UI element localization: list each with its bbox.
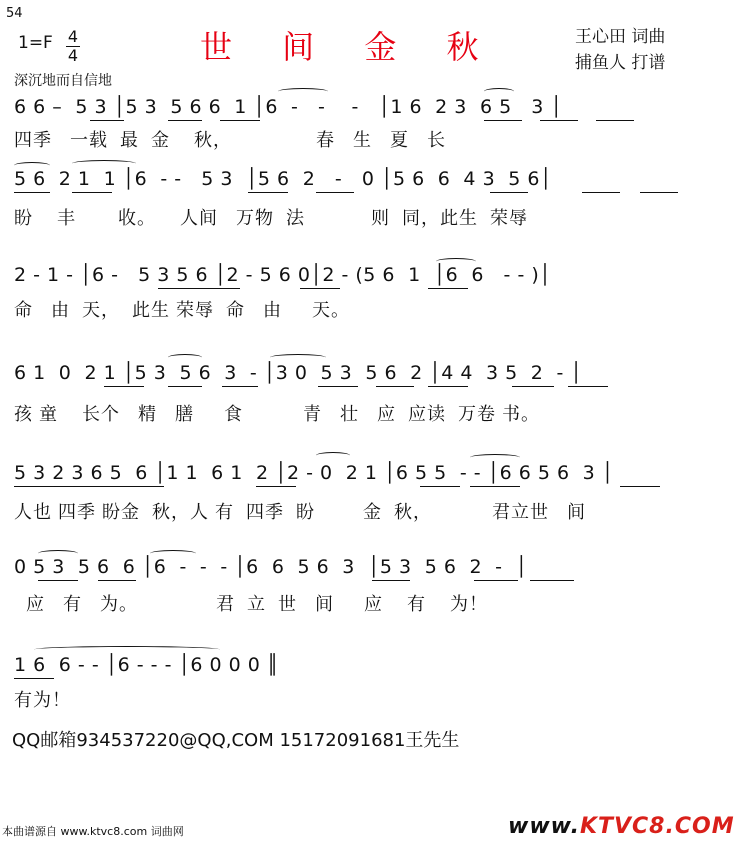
source-note: 本曲谱源自 www.ktvc8.com 词曲网 xyxy=(2,825,184,838)
beam-mark xyxy=(14,678,54,679)
beam-mark xyxy=(220,120,260,121)
beam-mark xyxy=(158,288,240,289)
beam-mark xyxy=(376,386,414,387)
beam-mark xyxy=(640,192,678,193)
beam-mark xyxy=(490,192,528,193)
beam-mark xyxy=(104,386,144,387)
credit-transcriber: 捕鱼人 打谱 xyxy=(575,53,666,73)
beam-mark xyxy=(316,192,354,193)
beam-mark xyxy=(98,580,136,581)
beam-mark xyxy=(530,580,574,581)
beam-mark xyxy=(372,580,410,581)
site-watermark xyxy=(508,814,735,839)
score-row-6-notes: 0 5 3 5 6 6 │6 - - - │6 6 5 6 3 │5 3 5 6 2 - │ xyxy=(14,556,528,578)
beam-mark xyxy=(300,288,340,289)
beam-mark xyxy=(318,386,358,387)
beam-mark xyxy=(168,386,202,387)
credit-lyricist-composer: 王心田 词曲 xyxy=(575,27,666,47)
slur-mark xyxy=(168,354,202,361)
slur-mark xyxy=(14,162,50,169)
corner-number: 54 xyxy=(6,6,23,21)
slur-mark xyxy=(72,160,136,167)
score-row-7-notes: 1 6 6 - - │6 - - - │6 0 0 0 ║ xyxy=(14,654,279,676)
beam-mark xyxy=(428,386,468,387)
beam-mark xyxy=(428,288,468,289)
credits xyxy=(575,24,665,76)
slur-mark xyxy=(316,452,350,459)
score-row-2-notes: 5 6 2 1 1 │6 - - 5 3 │5 6 2 - 0 │5 6 6 4 3 5 6│ xyxy=(14,168,552,190)
time-signature-bottom: 4 xyxy=(67,46,79,65)
watermark-part-domain: .COM xyxy=(665,814,735,839)
beam-mark xyxy=(14,192,50,193)
score-row-4-lyrics: 孩 童 长个 精 膳 食 青 壮 应 应读 万卷 书。 xyxy=(14,404,541,424)
beam-mark xyxy=(596,120,634,121)
beam-mark xyxy=(248,192,288,193)
beam-mark xyxy=(540,120,578,121)
song-title: 世 间 金 秋 xyxy=(200,28,499,66)
slur-mark xyxy=(470,454,520,461)
beam-mark xyxy=(90,120,124,121)
beam-mark xyxy=(582,192,620,193)
score-row-3-notes: 2 - 1 - │6 - 5 3 5 6 │2 - 5 6 0│2 - (5 6 1 │6 6 - - )│ xyxy=(14,264,552,286)
beam-mark xyxy=(222,386,258,387)
beam-mark xyxy=(168,120,202,121)
time-signature xyxy=(64,28,82,65)
time-signature-top: 4 xyxy=(67,27,79,46)
slur-mark xyxy=(270,354,326,361)
score-row-3-lyrics: 命 由 天， 此生 荣辱 命 由 天。 xyxy=(14,300,351,320)
watermark-part-name: KTVC8 xyxy=(579,814,666,839)
beam-mark xyxy=(484,120,522,121)
contact-info: QQ邮箱934537220@QQ,COM 15172091681王先生 xyxy=(12,730,460,751)
slur-mark xyxy=(150,550,196,557)
slur-mark xyxy=(484,88,514,95)
beam-mark xyxy=(256,486,296,487)
tempo-mood: 深沉地而自信地 xyxy=(14,73,112,89)
score-row-5-notes: 5 3 2 3 6 5 6 │1 1 6 1 2 │2 - 0 2 1 │6 5 5 - - │6 6 5 6 3 │ xyxy=(14,462,614,484)
beam-mark xyxy=(470,486,520,487)
score-row-4-notes: 6 1 0 2 1 │5 3 5 6 3 - │3 0 5 3 5 6 2 │4 4 3 5 2 - │ xyxy=(14,362,583,384)
beam-mark xyxy=(420,486,460,487)
beam-mark xyxy=(512,386,554,387)
score-row-1-lyrics: 四季 一载 最 金 秋， 春 生 夏 长 xyxy=(14,130,447,150)
slur-mark xyxy=(38,550,78,557)
beam-mark xyxy=(474,580,518,581)
score-row-6-lyrics: 应 有 为。 君 立 世 间 应 有 为！ xyxy=(14,594,489,614)
watermark-part-www: www. xyxy=(508,814,580,839)
beam-mark xyxy=(620,486,660,487)
beam-mark xyxy=(568,386,608,387)
score-row-1-notes: 6 6 – 5 3 │5 3 5 6 6 1 │6 - - - │1 6 2 3 6 5 3 │ xyxy=(14,96,563,118)
beam-mark xyxy=(14,486,164,487)
beam-mark xyxy=(72,192,112,193)
key-signature: 1=F xyxy=(18,33,53,53)
slur-mark xyxy=(278,88,328,95)
slur-mark xyxy=(34,646,220,653)
beam-mark xyxy=(38,580,78,581)
score-row-7-lyrics: 有为！ xyxy=(14,690,71,710)
slur-mark xyxy=(436,258,476,265)
score-row-5-lyrics: 人也 四季 盼金 秋，人 有 四季 盼 金 秋， 君立世 间 xyxy=(14,502,587,522)
score-row-2-lyrics: 盼 丰 收。 人间 万物 法 则 同，此生 荣辱 xyxy=(14,208,529,228)
